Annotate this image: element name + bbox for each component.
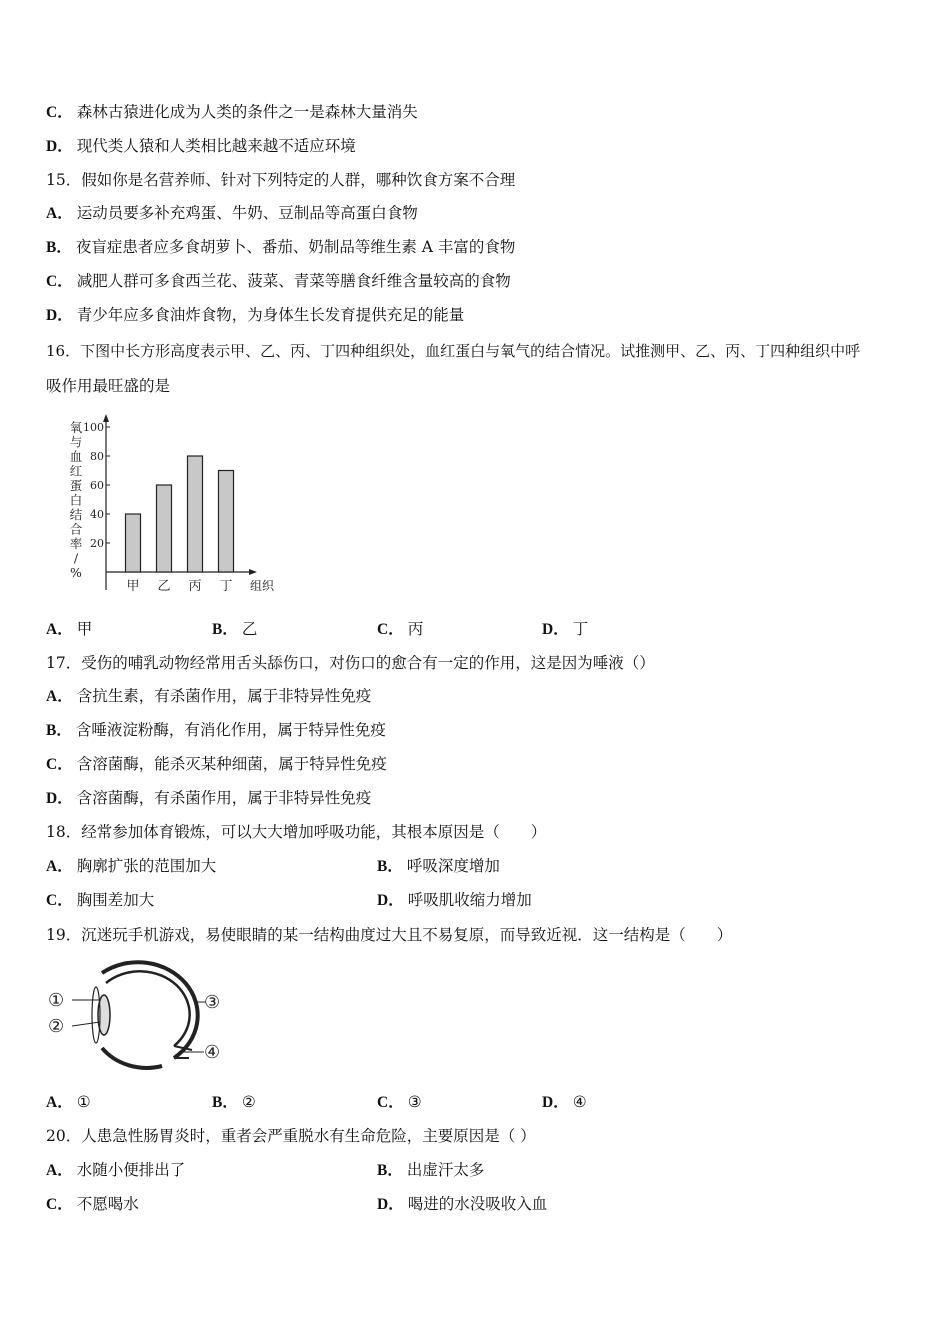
x-tick-label: 甲 — [126, 579, 140, 594]
option-text: 出虚汗太多 — [406, 1161, 485, 1179]
q17-option-d[interactable] — [46, 788, 371, 809]
y-tick-label: 100 — [83, 421, 104, 434]
y-tick-label: 20 — [90, 537, 104, 550]
option-text: 运动员要多补充鸡蛋、牛奶、豆制品等高蛋白食物 — [76, 204, 418, 222]
option-label: D． — [377, 1196, 404, 1213]
option-label: A． — [46, 621, 73, 638]
q18-stem: 18．经常参加体育锻炼，可以大大增加呼吸功能，其根本原因是（ ） — [46, 823, 547, 841]
q20-option-b[interactable] — [377, 1160, 484, 1181]
option-text: 含溶菌酶，能杀灭某种细菌，属于特异性免疫 — [76, 755, 387, 773]
q19-option-a[interactable] — [46, 1092, 91, 1113]
q15-option-b[interactable] — [46, 237, 515, 258]
eye-inner-wall — [106, 971, 190, 1046]
option-label: A． — [46, 688, 73, 705]
eye-lower-wall — [102, 1048, 162, 1068]
option-text: 青少年应多食油炸食物，为身体生长发育提供充足的能量 — [76, 306, 465, 324]
y-label-char: 与 — [69, 434, 83, 450]
y-label-char: 红 — [69, 463, 83, 479]
x-axis-label: 组织 — [250, 579, 275, 593]
y-label-char: / — [73, 550, 79, 566]
q20-option-a[interactable] — [46, 1160, 185, 1181]
y-tick-label: 80 — [90, 450, 104, 463]
option-text: ② — [241, 1093, 256, 1111]
marker-3: ③ — [204, 992, 221, 1013]
option-label: A． — [46, 858, 73, 875]
option-text: 胸廓扩张的范围加大 — [76, 857, 217, 875]
y-label-char: 白 — [69, 492, 83, 508]
option-label: B． — [46, 239, 72, 256]
option-text: 丙 — [407, 620, 424, 638]
q16-stem-line1: 16．下图中长方形高度表示甲、乙、丙、丁四种组织处，血红蛋白与氧气的结合情况。试推测甲、乙、丙、丁四种组织中呼 — [46, 342, 861, 360]
option-text: 水随小便排出了 — [76, 1161, 186, 1179]
option-label: D． — [46, 307, 73, 324]
y-label-char: 血 — [69, 449, 83, 464]
option-text: 不愿喝水 — [76, 1195, 139, 1213]
option-label: D． — [46, 790, 73, 807]
option-label: B． — [212, 1094, 238, 1111]
q20-option-d[interactable] — [377, 1194, 547, 1215]
q15-option-a[interactable] — [46, 203, 418, 224]
q17-option-b[interactable] — [46, 720, 386, 741]
eye-diagram — [44, 958, 244, 1073]
option-label: B． — [377, 858, 403, 875]
x-axis-arrow — [249, 569, 257, 575]
q16-option-b[interactable] — [212, 619, 257, 640]
q17-stem: 17．受伤的哺乳动物经常用舌头舔伤口，对伤口的愈合有一定的作用，这是因为唾液（） — [46, 654, 655, 672]
option-label: D． — [377, 892, 404, 909]
option-label: A． — [46, 1094, 73, 1111]
option-label: B． — [46, 722, 72, 739]
q16-stem-line2: 吸作用最旺盛的是 — [46, 377, 171, 395]
option-text: 含唾液淀粉酶，有消化作用，属于特异性免疫 — [75, 721, 386, 739]
q15-stem: 15．假如你是名营养师、针对下列特定的人群，哪种饮食方案不合理 — [46, 171, 516, 189]
y-label-char: % — [70, 565, 82, 580]
marker-2: ② — [48, 1016, 65, 1037]
marker-4: ④ — [204, 1042, 221, 1063]
y-tick-label: 40 — [90, 508, 104, 521]
option-label: D． — [542, 1094, 569, 1111]
bar — [219, 471, 234, 573]
q14-option-d[interactable] — [46, 136, 356, 157]
q19-option-d[interactable] — [542, 1092, 587, 1113]
option-label: B． — [377, 1162, 403, 1179]
leader-line-2 — [72, 1022, 100, 1026]
option-label: C． — [46, 273, 73, 290]
q14-option-c[interactable] — [46, 102, 418, 123]
q17-option-c[interactable] — [46, 754, 387, 775]
q15-option-c[interactable] — [46, 271, 511, 292]
option-text: ④ — [572, 1093, 587, 1111]
y-label-char: 合 — [69, 521, 83, 537]
option-text: ③ — [407, 1093, 422, 1111]
bar — [157, 485, 172, 572]
option-text: 乙 — [241, 620, 258, 638]
q19-option-c[interactable] — [377, 1092, 422, 1113]
option-label: A． — [46, 1162, 73, 1179]
option-text: 现代类人猿和人类相比越来越不适应环境 — [76, 137, 356, 155]
option-label: B． — [212, 621, 238, 638]
option-label: D． — [46, 138, 73, 155]
y-tick-label: 60 — [90, 479, 104, 492]
option-text: 丁 — [572, 620, 589, 638]
q18-option-d[interactable] — [377, 890, 532, 911]
option-text: ① — [76, 1093, 91, 1111]
option-text: 森林古猿进化成为人类的条件之一是森林大量消失 — [76, 103, 418, 121]
option-text: 呼吸深度增加 — [406, 857, 500, 875]
option-label: C． — [377, 1094, 404, 1111]
q18-option-c[interactable] — [46, 890, 154, 911]
option-label: C． — [46, 892, 73, 909]
y-axis-label — [70, 420, 83, 580]
option-text: 减肥人群可多食西兰花、菠菜、青菜等膳食纤维含量较高的食物 — [76, 272, 511, 290]
q18-option-a[interactable] — [46, 856, 216, 877]
y-label-char: 氧 — [69, 420, 83, 435]
q15-option-d[interactable] — [46, 305, 464, 326]
option-text: 甲 — [76, 620, 93, 638]
q16-option-a[interactable] — [46, 619, 92, 640]
y-label-char: 率 — [69, 536, 83, 551]
marker-1: ① — [48, 990, 65, 1011]
option-label: C． — [46, 756, 73, 773]
option-text: 含溶菌酶，有杀菌作用，属于非特异性免疫 — [76, 789, 372, 807]
q20-option-c[interactable] — [46, 1194, 139, 1215]
option-text: 含抗生素，有杀菌作用，属于非特异性免疫 — [76, 687, 372, 705]
bar — [188, 456, 203, 572]
option-text: 呼吸肌收缩力增加 — [407, 891, 532, 909]
q16-option-d[interactable] — [542, 619, 588, 640]
option-label: C． — [46, 104, 73, 121]
y-label-char: 结 — [69, 507, 83, 522]
y-label-char: 蛋 — [69, 478, 83, 493]
option-label: C． — [377, 621, 404, 638]
x-tick-label: 丁 — [219, 579, 233, 594]
bar-chart — [60, 412, 290, 602]
option-text: 胸围差加大 — [76, 891, 155, 909]
bar — [126, 514, 141, 572]
option-label: C． — [46, 1196, 73, 1213]
q20-stem: 20．人患急性肠胃炎时，重者会严重脱水有生命危险，主要原因是（ ） — [46, 1127, 536, 1145]
option-text: 夜盲症患者应多食胡萝卜、番茄、奶制品等维生素 A 丰富的食物 — [75, 238, 516, 256]
option-text: 喝进的水没吸收入血 — [407, 1195, 548, 1213]
option-label: A． — [46, 205, 73, 222]
q18-option-b[interactable] — [377, 856, 500, 877]
q17-option-a[interactable] — [46, 686, 371, 707]
q19-option-b[interactable] — [212, 1092, 256, 1113]
q16-option-c[interactable] — [377, 619, 423, 640]
option-label: D． — [542, 621, 569, 638]
x-tick-label: 乙 — [157, 579, 171, 594]
q19-stem: 19．沉迷玩手机游戏，易使眼睛的某一结构曲度过大且不易复原，而导致近视．这一结构是（ ） — [46, 926, 733, 944]
x-tick-label: 丙 — [188, 579, 202, 594]
